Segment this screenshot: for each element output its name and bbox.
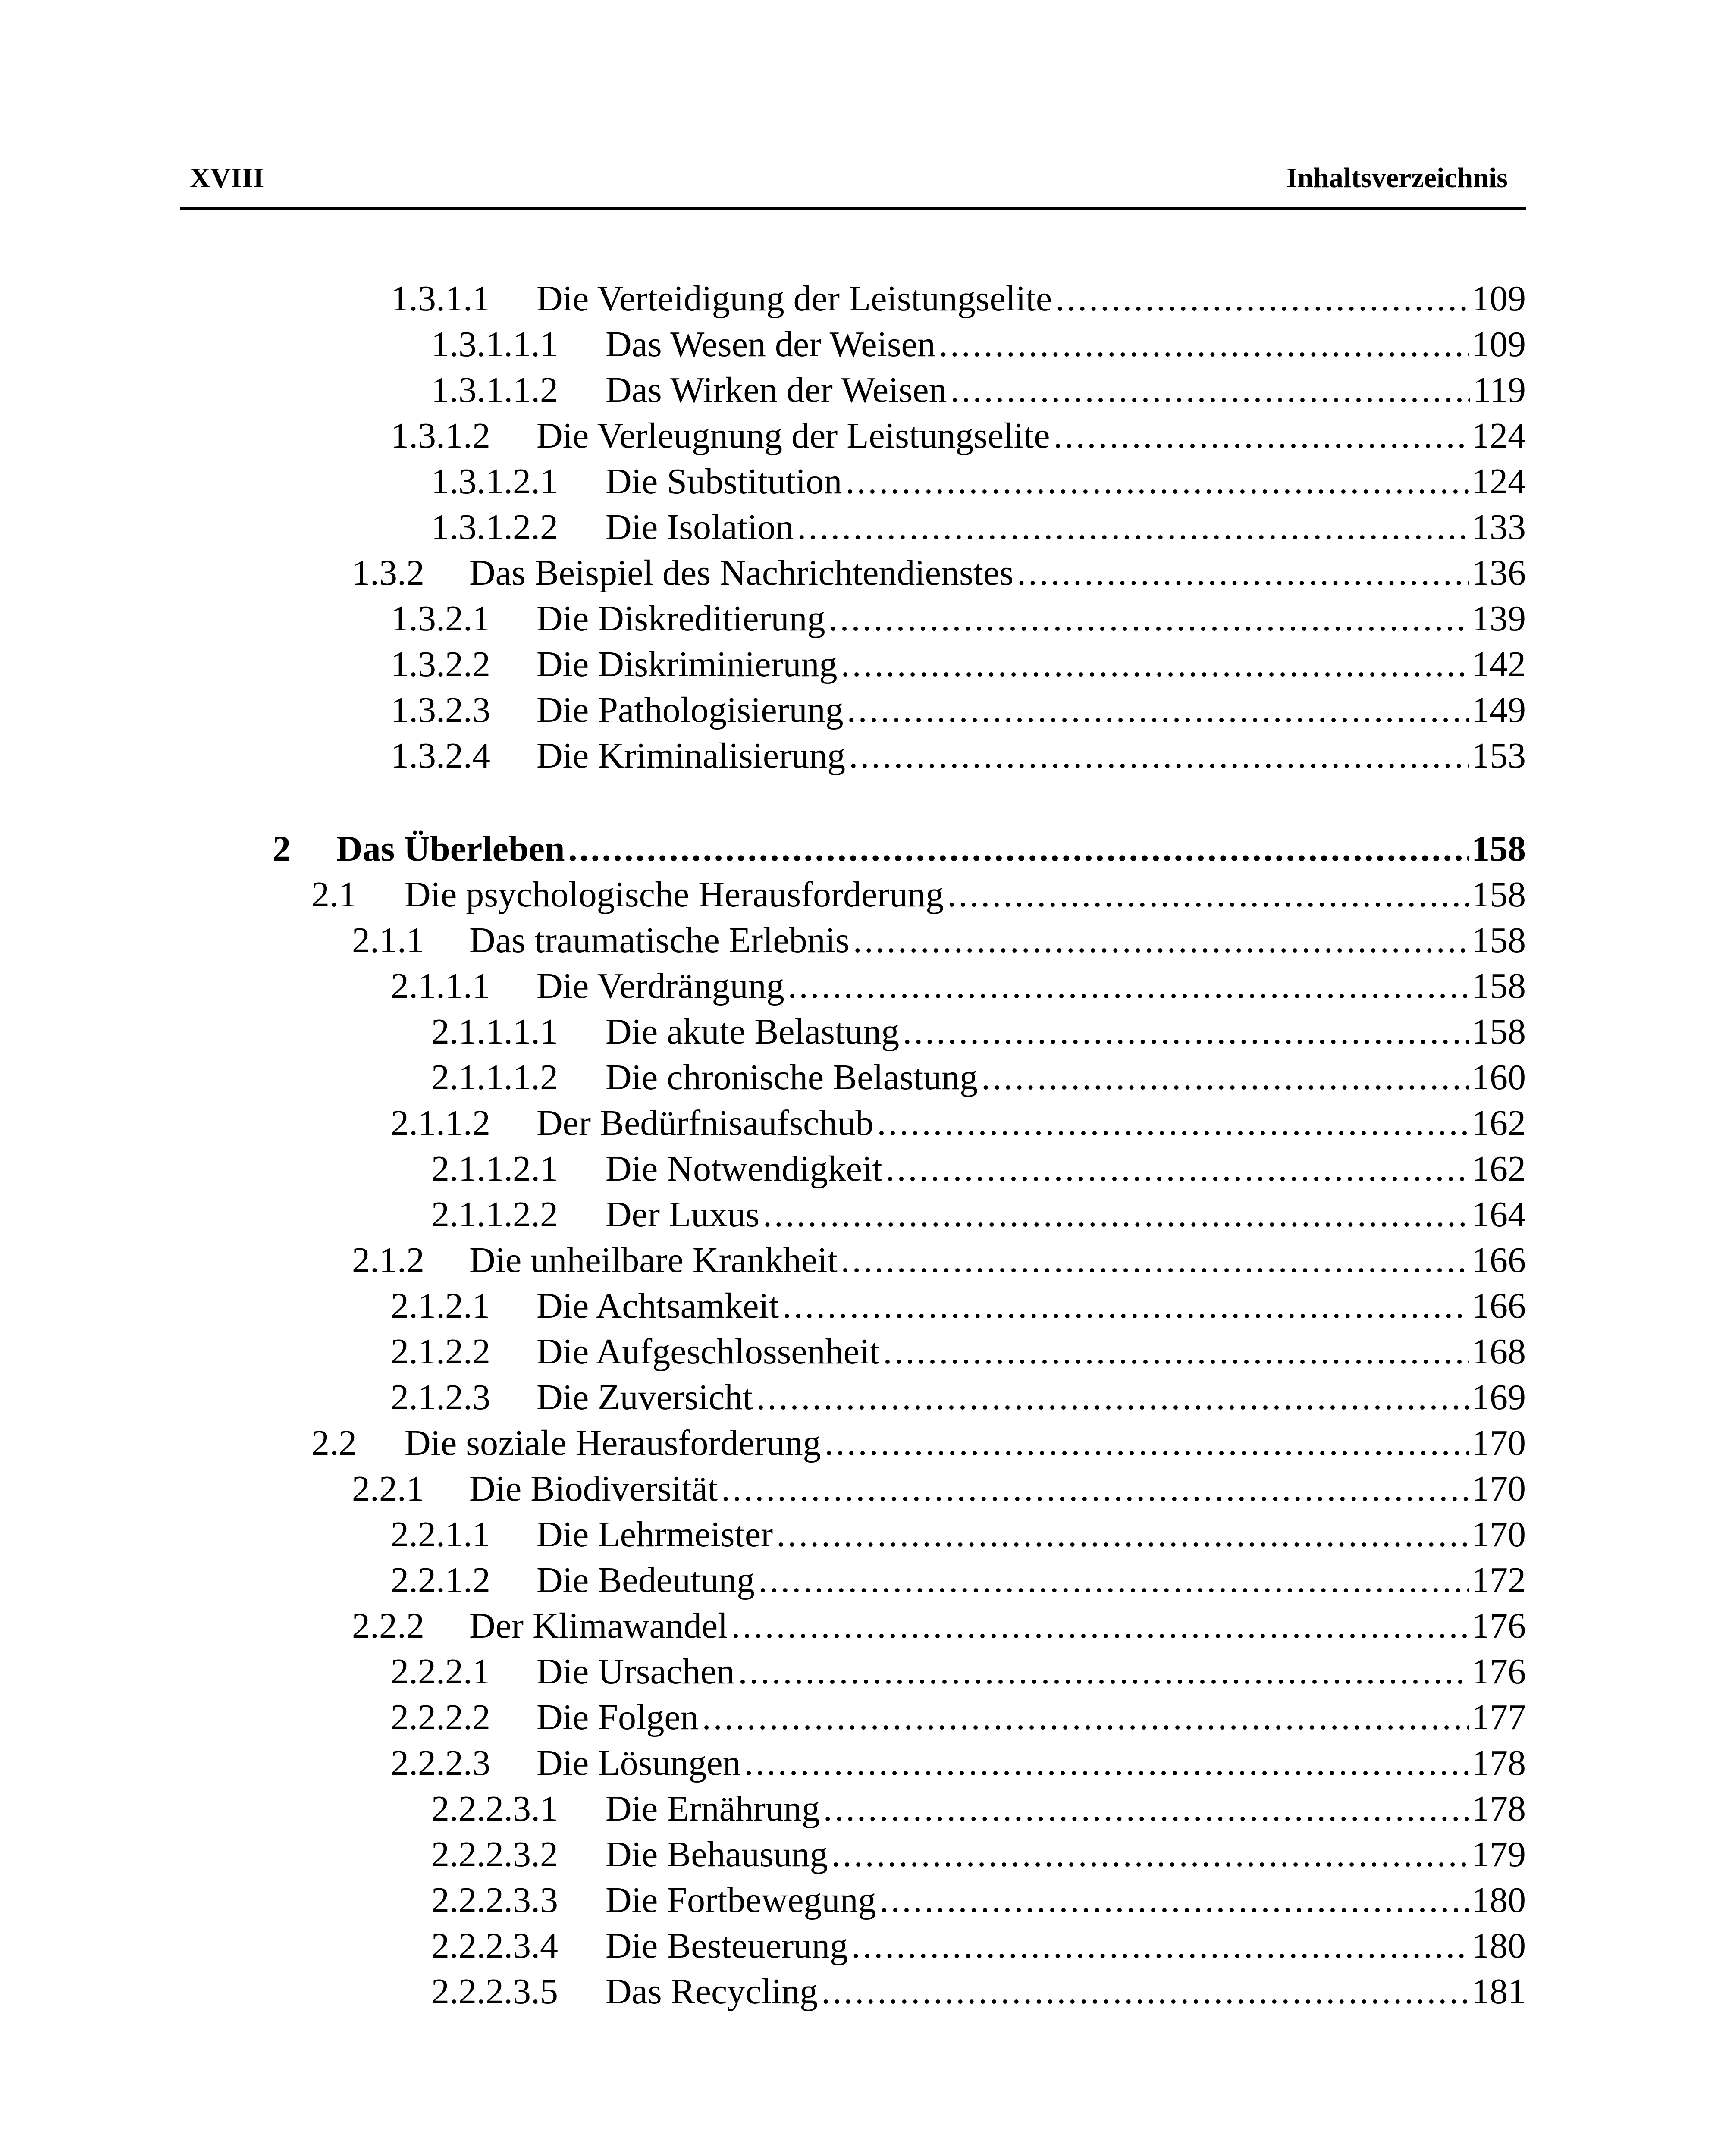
toc-entry-page: 180 [1469,1877,1526,1923]
toc-entry-page: 180 [1469,1923,1526,1969]
dot-leader [756,1375,1469,1420]
toc-entry [0,1329,1732,1375]
dot-leader [851,1923,1469,1969]
toc-entry [0,1055,1732,1100]
toc-entry-number: 1.3.1.1.1 [431,324,558,364]
toc-entry-number: 2.1.2 [352,1240,424,1280]
toc-entry-title-with-leader [606,1877,1469,1923]
toc-entry [0,367,1732,413]
toc-entry-title: Die soziale Herausforderung [405,1423,821,1463]
toc-entry-page: 176 [1469,1649,1526,1695]
toc-entry [0,459,1732,505]
toc-entry [0,322,1732,367]
dot-leader [831,1832,1469,1877]
toc-entry [0,687,1732,733]
dot-leader [883,1329,1469,1375]
dot-leader [841,642,1469,687]
dot-leader [758,1557,1469,1603]
toc-entry-number: 2.1.1.1.2 [431,1057,558,1097]
toc-entry-page: 153 [1469,733,1526,779]
toc-entry-title: Die Diskreditierung [537,599,825,639]
toc-entry-page: 149 [1469,687,1526,733]
toc-entry-title: Das Beispiel des Nachrichtendienstes [469,553,1013,593]
dot-leader [981,1055,1469,1100]
toc-entry [0,1009,1732,1055]
toc-entry [0,1100,1732,1146]
toc-entry-title: Die Verteidigung der Leistungselite [537,279,1052,319]
toc-entry-title: Das Recycling [606,1971,818,2012]
toc-entry-number: 2.2 [311,1423,357,1463]
toc-entry-title-with-leader [537,1100,1469,1146]
toc-entry-page: 136 [1469,550,1526,596]
toc-entry [0,733,1732,779]
page-header [180,155,1526,210]
toc-entry-title-with-leader [537,1649,1469,1695]
toc-entry-page: 109 [1469,276,1526,322]
toc-entry-title: Der Klimawandel [469,1606,728,1646]
toc-entry-title-with-leader [606,1009,1469,1055]
toc-entry-title-with-leader [606,367,1470,413]
dot-leader [877,1100,1469,1146]
toc-entry-page: 119 [1470,367,1526,413]
toc-entry-title: Die Pathologisierung [537,690,844,730]
toc-entry [0,596,1732,642]
toc-entry-number: 2.1.2.1 [391,1286,490,1326]
toc-entry-title-with-leader [537,596,1469,642]
toc-entry-number: 2.1.2.2 [391,1332,490,1372]
toc-entry [0,963,1732,1009]
toc-entry-page: 168 [1469,1329,1526,1375]
toc-entry [0,1877,1732,1923]
toc-entry-title-with-leader [606,505,1469,550]
toc-entry [0,1283,1732,1329]
toc-entry [0,1375,1732,1420]
toc-entry-title-with-leader [336,826,1469,872]
dot-leader [782,1283,1469,1329]
toc-entry-number: 2.1 [311,874,357,915]
dot-leader [829,596,1469,642]
dot-leader [568,826,1469,872]
toc-entry-number: 1.3.1.2.1 [431,461,558,501]
toc-entry-title-with-leader [537,1695,1469,1740]
toc-entry-page: 179 [1469,1832,1526,1877]
toc-entry-page: 158 [1469,1009,1526,1055]
toc-entry-number: 2.2.2.2 [391,1697,490,1737]
toc-entry [0,1466,1732,1512]
toc-entry-page: 124 [1469,413,1526,459]
toc-entry-title: Die Ursachen [537,1651,735,1692]
toc-entry-title-with-leader [606,1832,1469,1877]
toc-entry [0,1603,1732,1649]
toc-entry-title-with-leader [537,1740,1469,1786]
toc-entry-title: Die chronische Belastung [606,1057,978,1097]
toc-entry-number: 2.2.2.3.5 [431,1971,558,2012]
toc-entry-title: Die Besteuerung [606,1926,848,1966]
toc-entry-title-with-leader [537,687,1469,733]
toc-entry-page: 162 [1469,1100,1526,1146]
toc-entry [0,1192,1732,1238]
toc-entry-page: 142 [1469,642,1526,687]
toc-entry-title: Die Verleugnung der Leistungselite [537,416,1050,456]
toc-entry-title-with-leader [606,1055,1469,1100]
toc-entry-number: 2.1.1.2 [391,1103,490,1143]
toc-entry-title-with-leader [606,1786,1469,1832]
toc-entry-number: 1.3.2.3 [391,690,490,730]
toc-entry-page: 166 [1469,1238,1526,1283]
dot-leader [738,1649,1469,1695]
toc-entry [0,1786,1732,1832]
toc-entry-title: Die Ernährung [606,1789,820,1829]
toc-entry-title-with-leader [469,1466,1469,1512]
dot-leader [721,1466,1469,1512]
toc-entry [0,826,1732,872]
toc-entry-title-with-leader [537,963,1469,1009]
toc-entry-page: 139 [1469,596,1526,642]
toc-entry-title: Die Bedeutung [537,1560,755,1600]
toc-entry-title: Die psychologische Herausforderung [405,874,944,915]
toc-entry-title: Die Lösungen [537,1743,741,1783]
toc-entry-page: 133 [1469,505,1526,550]
dot-leader [886,1146,1469,1192]
toc-entry-title: Die Achtsamkeit [537,1286,779,1326]
toc-entry-title: Die Kriminalisierung [537,736,846,776]
toc-entry-number: 2.2.1.1 [391,1514,490,1554]
dot-leader [903,1009,1469,1055]
dot-leader [744,1740,1469,1786]
toc-entry [0,1512,1732,1557]
toc-entry-title: Die Aufgeschlossenheit [537,1332,880,1372]
toc-entry-page: 176 [1469,1603,1526,1649]
toc-entry-page: 178 [1469,1786,1526,1832]
dot-leader [1017,550,1469,596]
toc-entry-page: 158 [1469,826,1526,872]
toc-entry [0,1923,1732,1969]
toc-entry-page: 170 [1469,1466,1526,1512]
dot-leader [849,733,1469,779]
toc-entry-number: 2.1.1.2.2 [431,1194,558,1235]
toc-entry-number: 2.2.2 [352,1606,424,1646]
toc-entry-title-with-leader [405,872,1469,918]
toc-entry [0,1969,1732,2015]
toc-entry-number: 1.3.1.2 [391,416,490,456]
toc-entry-title: Die Behausung [606,1834,828,1874]
toc-entry-title: Die akute Belastung [606,1012,900,1052]
dot-leader [825,1420,1469,1466]
toc-entry-number: 1.3.1.2.2 [431,507,558,547]
dot-leader [788,963,1469,1009]
toc-entry-title: Die Substitution [606,461,842,501]
toc-entry-title: Die unheilbare Krankheit [469,1240,838,1280]
toc-entry-page: 124 [1469,459,1526,505]
dot-leader [821,1969,1469,2015]
toc-entry-title-with-leader [537,276,1469,322]
toc-entry-number: 2.2.2.3.3 [431,1880,558,1920]
toc-entry [0,505,1732,550]
toc-entry [0,550,1732,596]
toc-entry [0,1832,1732,1877]
dot-leader [731,1603,1469,1649]
toc-entry-title-with-leader [537,1557,1469,1603]
toc-entry [0,872,1732,918]
toc-entry-title-with-leader [469,550,1469,596]
toc-entry-title: Die Folgen [537,1697,699,1737]
toc-entry-title-with-leader [469,1603,1469,1649]
toc-entry-number: 2.2.2.3 [391,1743,490,1783]
toc-entry-title-with-leader [537,1512,1469,1557]
toc-entry-title-with-leader [537,642,1469,687]
toc-entry-title: Die Notwendigkeit [606,1149,882,1189]
toc-entry-title-with-leader [606,1192,1469,1238]
dot-leader [763,1192,1469,1238]
toc-entry-number: 2.1.2.3 [391,1377,490,1417]
toc-entry-title-with-leader [537,413,1469,459]
toc-entry-number: 2.2.1.2 [391,1560,490,1600]
toc-entry-page: 158 [1469,918,1526,963]
toc-entry-page: 162 [1469,1146,1526,1192]
toc-entry-title: Die Lehrmeister [537,1514,773,1554]
dot-leader [845,459,1469,505]
toc-entry-number: 2.2.2.3.4 [431,1926,558,1966]
toc-entry [0,1238,1732,1283]
toc-entry-page: 170 [1469,1512,1526,1557]
toc-entry-title-with-leader [537,1329,1469,1375]
toc-entry-number: 1.3.2.4 [391,736,490,776]
toc-entry-title: Die Isolation [606,507,794,547]
toc-entry-page: 170 [1469,1420,1526,1466]
toc-entry-title-with-leader [606,1923,1469,1969]
toc-entry [0,1557,1732,1603]
dot-leader [776,1512,1469,1557]
dot-leader [853,918,1469,963]
dot-leader [880,1877,1469,1923]
toc-entry-title: Das Wirken der Weisen [606,370,947,410]
toc-entry-number: 2.1.1 [352,920,424,960]
toc-entry [0,276,1732,322]
toc-entry-title: Der Luxus [606,1194,759,1235]
toc-entry [0,413,1732,459]
dot-leader [847,687,1469,733]
dot-leader [951,367,1471,413]
dot-leader [939,322,1469,367]
toc-entry-title: Das Überleben [336,829,565,869]
toc-entry-title-with-leader [606,459,1469,505]
toc-entry-title: Die Fortbewegung [606,1880,876,1920]
dot-leader [823,1786,1469,1832]
toc-entry-number: 1.3.2 [352,553,424,593]
dot-leader [1053,413,1469,459]
toc-entry-title: Das traumatische Erlebnis [469,920,850,960]
toc-entry-page: 178 [1469,1740,1526,1786]
toc-entry [0,642,1732,687]
toc-entry-number: 2.1.1.1 [391,966,490,1006]
dot-leader [841,1238,1469,1283]
table-of-contents [0,276,1732,2015]
dot-leader [797,505,1469,550]
dot-leader [702,1695,1469,1740]
page-number: XVIII [190,162,264,194]
toc-entry-page: 166 [1469,1283,1526,1329]
toc-entry-title: Der Bedürfnisaufschub [537,1103,874,1143]
toc-entry [0,918,1732,963]
toc-entry-number: 2.1.1.1.1 [431,1012,558,1052]
toc-entry-number: 1.3.1.1.2 [431,370,558,410]
toc-entry-title: Die Zuversicht [537,1377,753,1417]
toc-entry-title: Die Biodiversität [469,1469,718,1509]
toc-entry-page: 109 [1469,322,1526,367]
toc-entry-title-with-leader [469,1238,1469,1283]
toc-entry [0,1695,1732,1740]
toc-entry-page: 158 [1469,963,1526,1009]
toc-entry-number: 2.1.1.2.1 [431,1149,558,1189]
toc-entry [0,1146,1732,1192]
toc-entry-title: Die Diskriminierung [537,644,838,684]
toc-entry-title-with-leader [606,322,1469,367]
toc-entry-number: 1.3.2.1 [391,599,490,639]
toc-entry-page: 177 [1469,1695,1526,1740]
toc-entry [0,1740,1732,1786]
running-title: Inhaltsverzeichnis [1286,162,1508,194]
toc-entry-title-with-leader [537,1375,1469,1420]
toc-entry-number: 2.2.2.3.2 [431,1834,558,1874]
toc-entry-title-with-leader [405,1420,1469,1466]
dot-leader [1055,276,1469,322]
toc-entry-title: Das Wesen der Weisen [606,324,935,364]
toc-entry-number: 2.2.2.3.1 [431,1789,558,1829]
toc-entry-page: 164 [1469,1192,1526,1238]
toc-entry-page: 172 [1469,1557,1526,1603]
toc-entry-page: 160 [1469,1055,1526,1100]
toc-entry-page: 169 [1469,1375,1526,1420]
toc-entry [0,1649,1732,1695]
toc-entry-title-with-leader [469,918,1469,963]
dot-leader [947,872,1469,918]
toc-entry-page: 158 [1469,872,1526,918]
toc-entry-title-with-leader [537,1283,1469,1329]
toc-entry-number: 1.3.1.1 [391,279,490,319]
toc-entry-number: 1.3.2.2 [391,644,490,684]
toc-entry-title-with-leader [606,1969,1469,2015]
toc-entry-title: Die Verdrängung [537,966,784,1006]
toc-entry [0,1420,1732,1466]
toc-entry-page: 181 [1469,1969,1526,2015]
toc-entry-number: 2.2.2.1 [391,1651,490,1692]
toc-entry-title-with-leader [606,1146,1469,1192]
toc-entry-number: 2 [273,829,291,869]
toc-entry-title-with-leader [537,733,1469,779]
toc-entry-number: 2.2.1 [352,1469,424,1509]
